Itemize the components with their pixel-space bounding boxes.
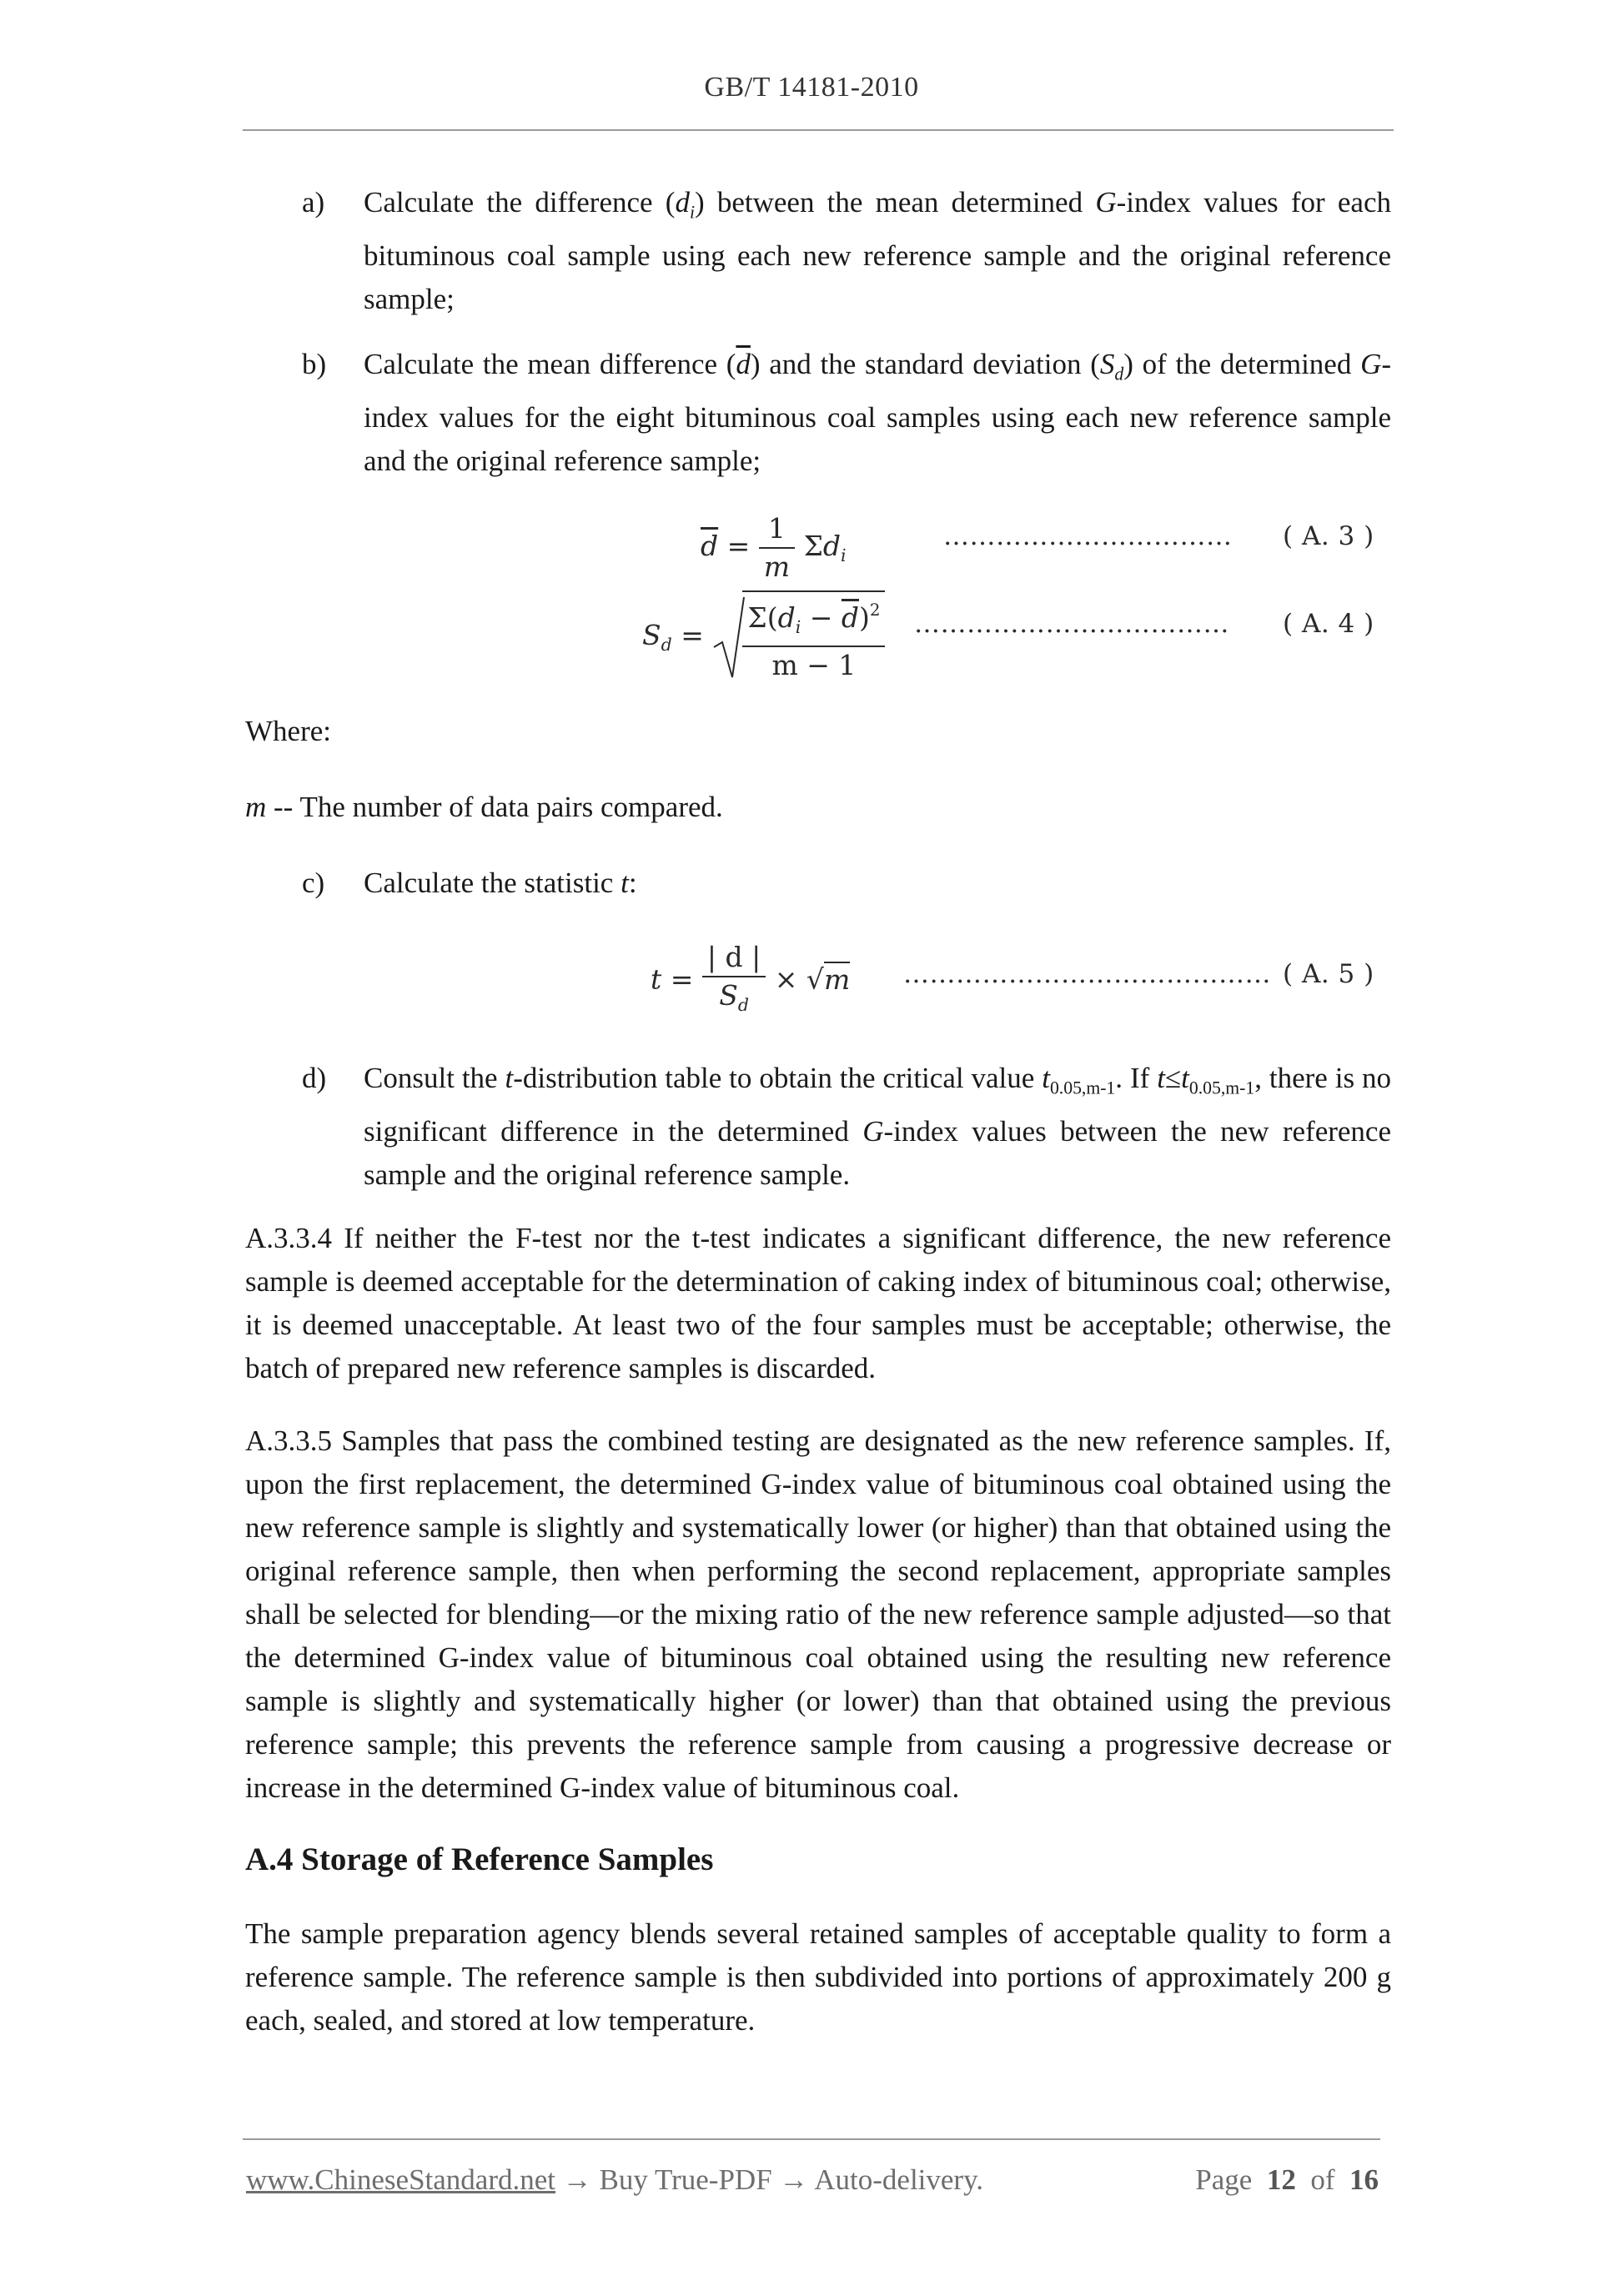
equation-a3-number: ( A. 3 ) [1283, 521, 1374, 551]
section-a4-body: The sample preparation agency blends several retained samples of acceptable quality to form a reference sample. The reference sample is then subdivided into portions of approximately 200 g each, sealed, and stored at low temperature. [245, 1917, 1391, 2037]
equation-a4: $S_d$ = $\frac{\Sigma(d_i - \overline{d})^2}{m - 1}$ [642, 590, 885, 684]
footer-promo: www.ChineseStandard.net → Buy True-PDF → Auto-delivery. [246, 2163, 984, 2196]
where-label: Where: [245, 715, 331, 747]
square-root-sign [712, 595, 746, 679]
list-item-c: Calculate the statistic t: [364, 867, 637, 899]
equation-a5: t = $\frac{| d |}{S_d}$ × √m [651, 939, 850, 1023]
list-label-c: c) [302, 867, 325, 899]
list-item-b: Calculate the mean difference $(\overline{d})$ and the standard deviation $(S_d)$ of the determined G-index values for the eight bituminous coal samples using each new reference sample and the original reference sample; [364, 348, 1391, 477]
list-item-a: Calculate the difference $(d_i)$ between the mean determined G-index values for each bituminous coal sample using each new reference sample and the original reference sample; [364, 186, 1391, 315]
equation-a4-fraction: $\frac{\Sigma(d_i - \overline{d})^2}{m - 1}$ [742, 590, 885, 684]
list-item-d: Consult the t-distribution table to obtain the critical value $t_{0.05,m-1}$. If $t\le t_{0.05,m-1}$, there is no significant difference in the determined G-index values between the new reference sample and the original reference sample. [364, 1062, 1392, 1191]
where-definition-m: m -- The number of data pairs compared. [245, 791, 723, 823]
buy-pdf-text: Buy True-PDF [599, 2163, 772, 2196]
equation-a3: $\overline{d}$ = $\frac{1}{m}$ $\Sigma d_i$ [701, 510, 847, 585]
page-indicator: Page 12 of 16 [1195, 2163, 1379, 2196]
current-page: 12 [1266, 2163, 1296, 2196]
footer-divider [243, 2138, 1380, 2140]
radical-icon [712, 595, 746, 679]
list-label-d: d) [302, 1062, 327, 1094]
clause-a334: A.3.3.4 If neither the F-test nor the t-test indicates a significant difference, the new reference sample is deemed acceptable for the determination of caking index of bituminous coal; otherwise, it is deemed unacceptable. At least two of the four samples must be acceptable; otherwise, the batch of prepared new reference samples is discarded. [245, 1222, 1391, 1384]
document-code-header: GB/T 14181-2010 [704, 72, 919, 103]
equation-a3-fraction: $\frac{1}{m}$ [759, 510, 795, 585]
list-label-a: a) [302, 186, 325, 219]
header-divider [243, 129, 1394, 131]
clause-a335: A.3.3.5 Samples that pass the combined testing are designated as the new reference samples. If, upon the first replacement, the determined G-index value of bituminous coal obtained using the new reference sample is slightly and systematically lower (or higher) than that obtained using the original reference sample, then when performing the second replacement, appropriate samples shall be selected for blending—or the mixing ratio of the new reference sample adjusted—so that the determined G-index value of bituminous coal obtained using the resulting new reference sample is slightly and systematically higher (or lower) than that obtained using the previous reference sample; this prevents the reference sample from causing a progressive decrease or increase in the determined G-index value of bituminous coal. [245, 1424, 1391, 1804]
equation-a5-leader: …………………………………… [903, 959, 1271, 989]
section-heading-a4: A.4 Storage of Reference Samples [245, 1841, 714, 1877]
equation-a3-leader: …………………………… [943, 521, 1233, 551]
equation-a4-leader: ……………………………… [914, 609, 1229, 639]
website-link[interactable]: www.ChineseStandard.net [246, 2163, 555, 2196]
equation-a5-number: ( A. 5 ) [1283, 959, 1374, 989]
list-label-b: b) [302, 348, 327, 380]
total-pages: 16 [1349, 2163, 1379, 2196]
equation-a5-fraction: $\frac{| d |}{S_d}$ [702, 939, 766, 1023]
equation-a4-number: ( A. 4 ) [1283, 609, 1374, 639]
